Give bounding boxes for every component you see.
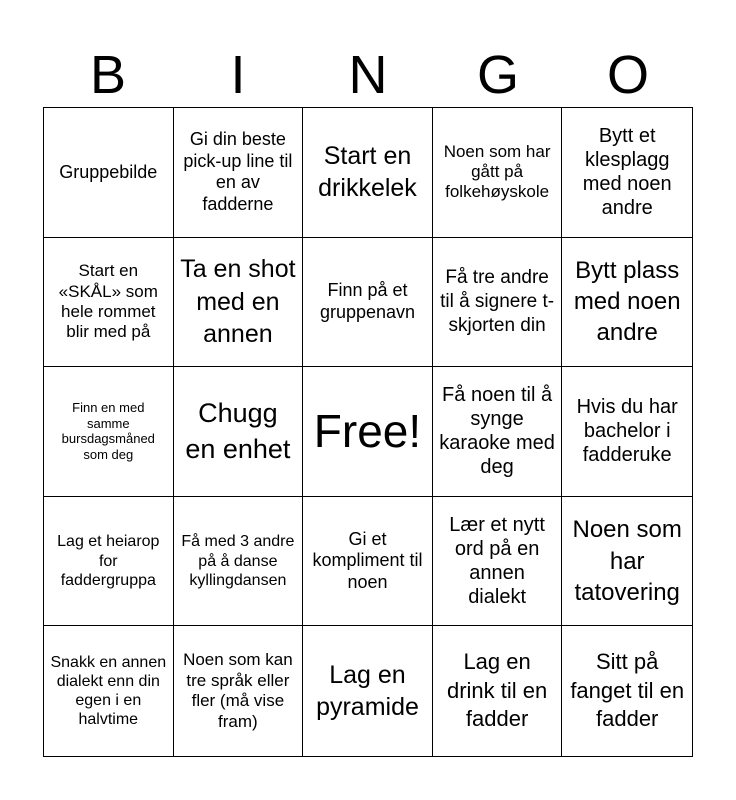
- bingo-cell[interactable]: Snakk en annen dialekt enn din egen i en halvtime: [44, 626, 174, 756]
- bingo-cell[interactable]: Finn en med samme bursdagsmåned som deg: [44, 367, 174, 497]
- title-letter-i: I: [230, 45, 246, 105]
- bingo-cell[interactable]: Lær et nytt ord på en annen dialekt: [433, 497, 563, 627]
- bingo-cell[interactable]: Start en drikkelek: [303, 108, 433, 238]
- bingo-cell[interactable]: Gruppebilde: [44, 108, 174, 238]
- bingo-cell[interactable]: Noen som kan tre språk eller fler (må vise fram): [174, 626, 304, 756]
- bingo-cell[interactable]: Gi et kompliment til noen: [303, 497, 433, 627]
- title-letter-o: O: [606, 45, 649, 105]
- bingo-cell[interactable]: Få noen til å synge karaoke med deg: [433, 367, 563, 497]
- bingo-cell[interactable]: Start en «SKÅL» som hele rommet blir med på: [44, 238, 174, 368]
- bingo-cell[interactable]: Lag et heiarop for faddergruppa: [44, 497, 174, 627]
- bingo-cell[interactable]: Ta en shot med en annen: [174, 238, 304, 368]
- bingo-cell[interactable]: Lag en pyramide: [303, 626, 433, 756]
- bingo-cell[interactable]: Finn på et gruppenavn: [303, 238, 433, 368]
- title-letter-g: G: [476, 45, 519, 105]
- bingo-board: [43, 107, 693, 757]
- bingo-cell[interactable]: Chugg en enhet: [174, 367, 304, 497]
- bingo-cell[interactable]: Noen som har tatovering: [562, 497, 692, 627]
- bingo-cell[interactable]: Gi din beste pick-up line til en av fadderne: [174, 108, 304, 238]
- title-letter-b: B: [89, 45, 127, 105]
- bingo-cell[interactable]: Sitt på fanget til en fadder: [570, 649, 685, 732]
- title-letter-n: N: [348, 45, 388, 105]
- bingo-cell[interactable]: Få med 3 andre på å danse kyllingdansen: [174, 497, 304, 627]
- bingo-cell[interactable]: Lag en drink til en fadder: [433, 626, 563, 756]
- bingo-cell[interactable]: Bytt plass med noen andre: [562, 238, 692, 368]
- bingo-cell[interactable]: Bytt et klesplagg med noen andre: [562, 108, 692, 238]
- bingo-cell[interactable]: Noen som har gått på folkehøyskole: [433, 108, 563, 238]
- free-space[interactable]: Free!: [303, 367, 433, 497]
- bingo-cell[interactable]: Få tre andre til å signere t-skjorten din: [433, 238, 563, 368]
- bingo-title: [43, 44, 693, 106]
- bingo-cell[interactable]: Hvis du har bachelor i fadderuke: [562, 367, 692, 497]
